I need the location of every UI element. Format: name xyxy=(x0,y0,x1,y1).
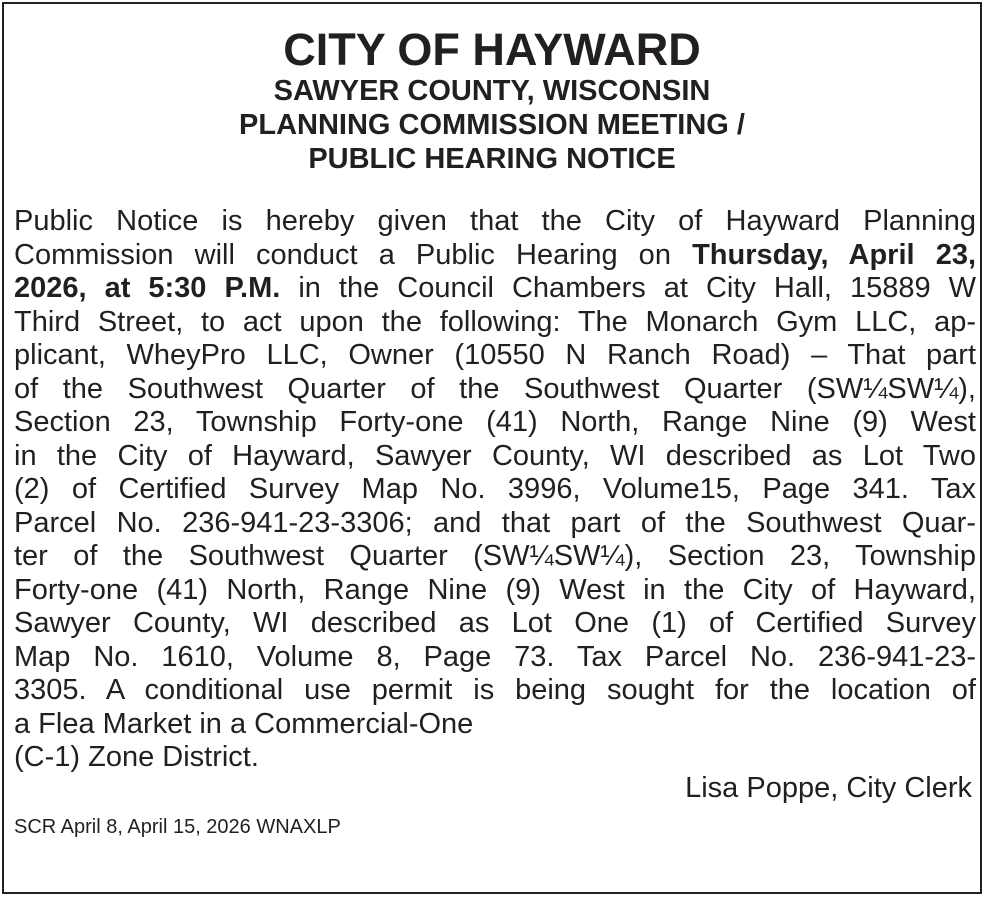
body-line: Sawyer County, WI described as Lot One (1) of Certified Survey xyxy=(14,607,976,639)
body-line: (C-1) Zone District. xyxy=(14,741,259,773)
notice-subtitle-county: SAWYER COUNTY, WISCONSIN xyxy=(273,75,711,107)
body-line: ter of the Southwest Quarter (SW¼SW¼), Section 23, Township xyxy=(14,540,976,572)
notice-title: CITY OF HAYWARD xyxy=(283,24,701,75)
body-text: Commission will conduct a Public Hearing on xyxy=(14,238,693,271)
publication-dates: SCR April 8, April 15, 2026 WNAXLP xyxy=(14,816,341,838)
hearing-date: Thursday, April 23, xyxy=(692,238,977,271)
body-line: Forty-one (41) North, Range Nine (9) West in the City of Hayward, xyxy=(14,573,976,606)
notice-subtitle-meeting: PLANNING COMMISSION MEETING / xyxy=(239,109,745,141)
notice-subtitle-hearing: PUBLIC HEARING NOTICE xyxy=(308,143,676,175)
body-line: Public Notice is hereby given that the City of Hayward Planning xyxy=(14,205,976,237)
notice-header xyxy=(4,26,980,176)
body-line: in the City of Hayward, Sawyer County, WI described as Lot Two xyxy=(14,439,976,472)
body-line: 3305. A conditional use permit is being sought for the location of xyxy=(14,674,976,706)
body-line: Map No. 1610, Volume 8, Page 73. Tax Parcel No. 236-941-23- xyxy=(14,640,976,673)
legal-notice xyxy=(2,2,982,894)
body-text: in the Council Chambers at City Hall, 15889 W xyxy=(280,272,976,304)
body-line: a Flea Market in a Commercial-One xyxy=(14,707,474,740)
body-line: Third Street, to act upon the following: The Monarch Gym LLC, ap- xyxy=(14,305,976,338)
hearing-time: 2026, at 5:30 P.M. xyxy=(14,272,281,304)
body-line: Parcel No. 236-941-23-3306; and that part of the Southwest Quar- xyxy=(14,506,976,539)
notice-body xyxy=(14,205,976,775)
body-line: (2) of Certified Survey Map No. 3996, Volume15, Page 341. Tax xyxy=(14,473,976,505)
body-line: Section 23, Township Forty-one (41) North, Range Nine (9) West xyxy=(14,406,976,438)
body-line: of the Southwest Quarter of the Southwest Quarter (SW¼SW¼), xyxy=(14,372,976,405)
body-line xyxy=(14,272,976,306)
body-line xyxy=(14,239,976,273)
clerk-signature: Lisa Poppe, City Clerk xyxy=(685,772,972,804)
body-line: plicant, WheyPro LLC, Owner (10550 N Ranch Road) – That part xyxy=(14,339,976,371)
